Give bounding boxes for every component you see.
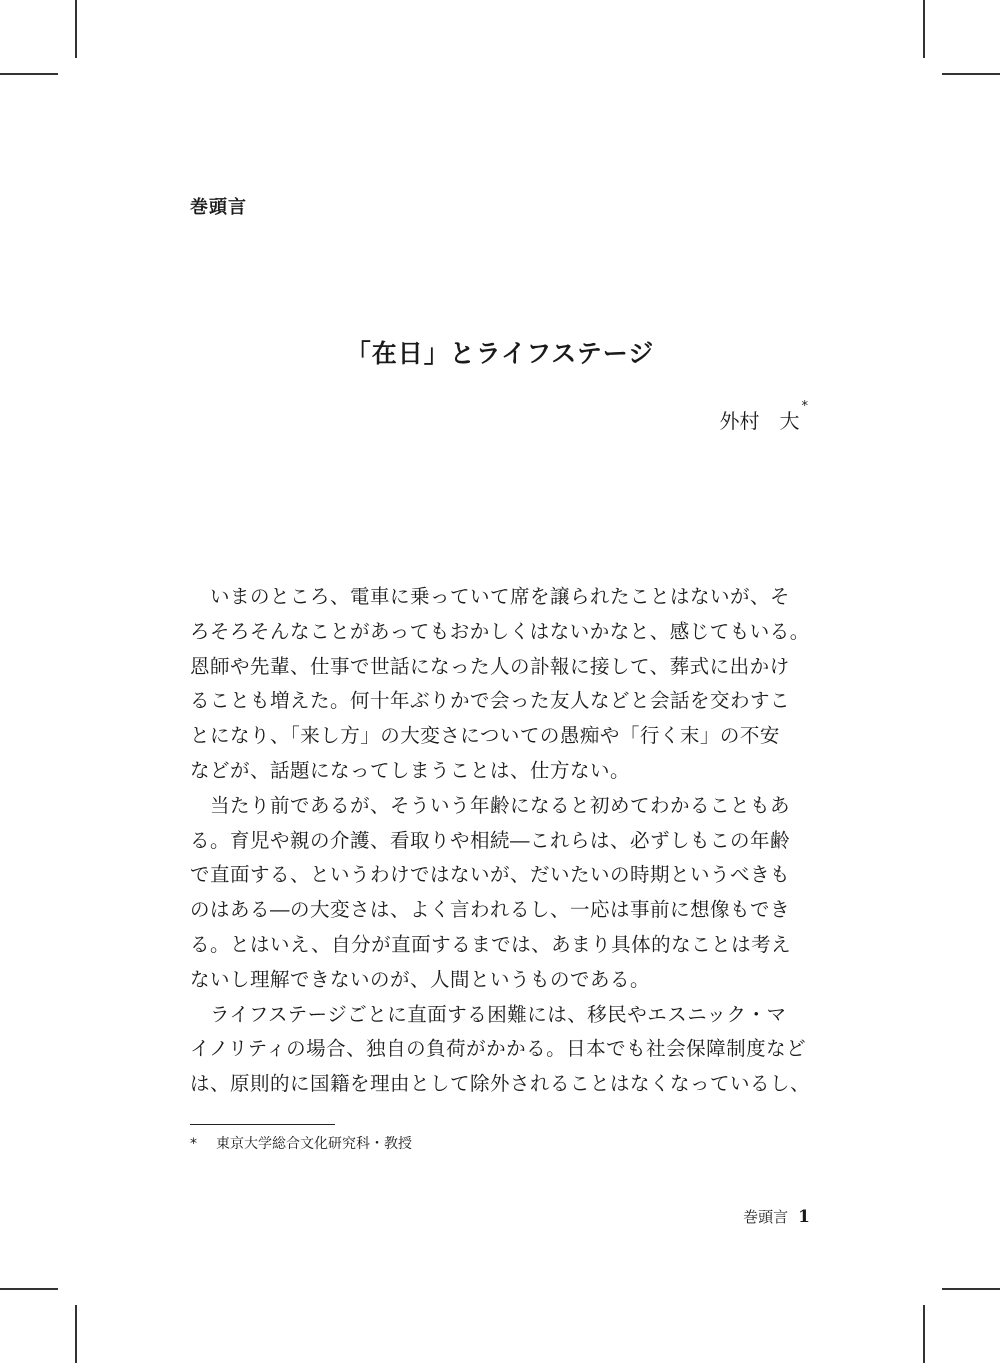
footnote <box>190 1133 412 1153</box>
body-line: などが、話題になってしまうことは、仕方ない。 <box>190 758 631 782</box>
running-footer <box>743 1206 810 1227</box>
crop-mark-bottom-left-horizontal <box>0 1288 58 1290</box>
body-line: とになり、「来し方」の大変さについての愚痴や「行く末」の不安 <box>190 724 780 748</box>
crop-mark-top-left-horizontal <box>0 73 58 75</box>
crop-mark-top-left-vertical <box>75 0 77 58</box>
author-byline <box>719 399 809 434</box>
crop-mark-bottom-right-horizontal <box>942 1288 1000 1290</box>
crop-mark-bottom-left-vertical <box>75 1305 77 1363</box>
body-line: は、原則的に国籍を理由として除外されることはなくなっているし、 <box>190 1072 810 1096</box>
author-name: 外村 大 <box>719 409 800 433</box>
body-line: 恩師や先輩、仕事で世話になった人の訃報に接して、葬式に出かけ <box>190 654 790 678</box>
body-line: ないし理解できないのが、人間というものである。 <box>190 967 651 991</box>
body-line: ることも増えた。何十年ぶりかで会った友人などと会話を交わすこ <box>190 689 791 713</box>
body-line: 当たり前であるが、そういう年齢になると初めてわかることもあ <box>190 793 791 817</box>
crop-mark-bottom-right-vertical <box>923 1305 925 1363</box>
body-line: る。とはいえ、自分が直面するまでは、あまり具体的なことは考え <box>190 932 792 956</box>
footnote-text: 東京大学総合文化研究科・教授 <box>216 1136 412 1152</box>
author-footnote-mark: * <box>801 399 808 414</box>
crop-mark-top-right-horizontal <box>942 73 1000 75</box>
body-line: のはある―の大変さは、よく言われるし、一応は事前に想像もでき <box>190 898 791 922</box>
body-text <box>190 580 810 1102</box>
section-label: 巻頭言 <box>190 197 247 218</box>
body-line: で直面する、というわけではないが、だいたいの時期というべきも <box>190 863 791 887</box>
article-title: 「在日」とライフステージ <box>345 339 655 368</box>
body-line: いまのところ、電車に乗っていて席を譲られたことはないが、そ <box>190 585 791 608</box>
running-footer-label: 巻頭言 <box>743 1208 789 1226</box>
body-line: ろそろそんなことがあってもおかしくはないかなと、感じてもいる。 <box>190 619 810 643</box>
body-line: イノリティの場合、独自の負荷がかかる。日本でも社会保障制度など <box>190 1037 807 1061</box>
footnote-rule <box>190 1124 335 1125</box>
footnote-mark: * <box>190 1136 197 1152</box>
page-number: 1 <box>798 1207 810 1227</box>
crop-mark-top-right-vertical <box>923 0 925 58</box>
body-line: ライフステージごとに直面する困難には、移民やエスニック・マ <box>190 1002 787 1026</box>
body-line: る。育児や親の介護、看取りや相続―これらは、必ずしもこの年齢 <box>190 828 791 852</box>
